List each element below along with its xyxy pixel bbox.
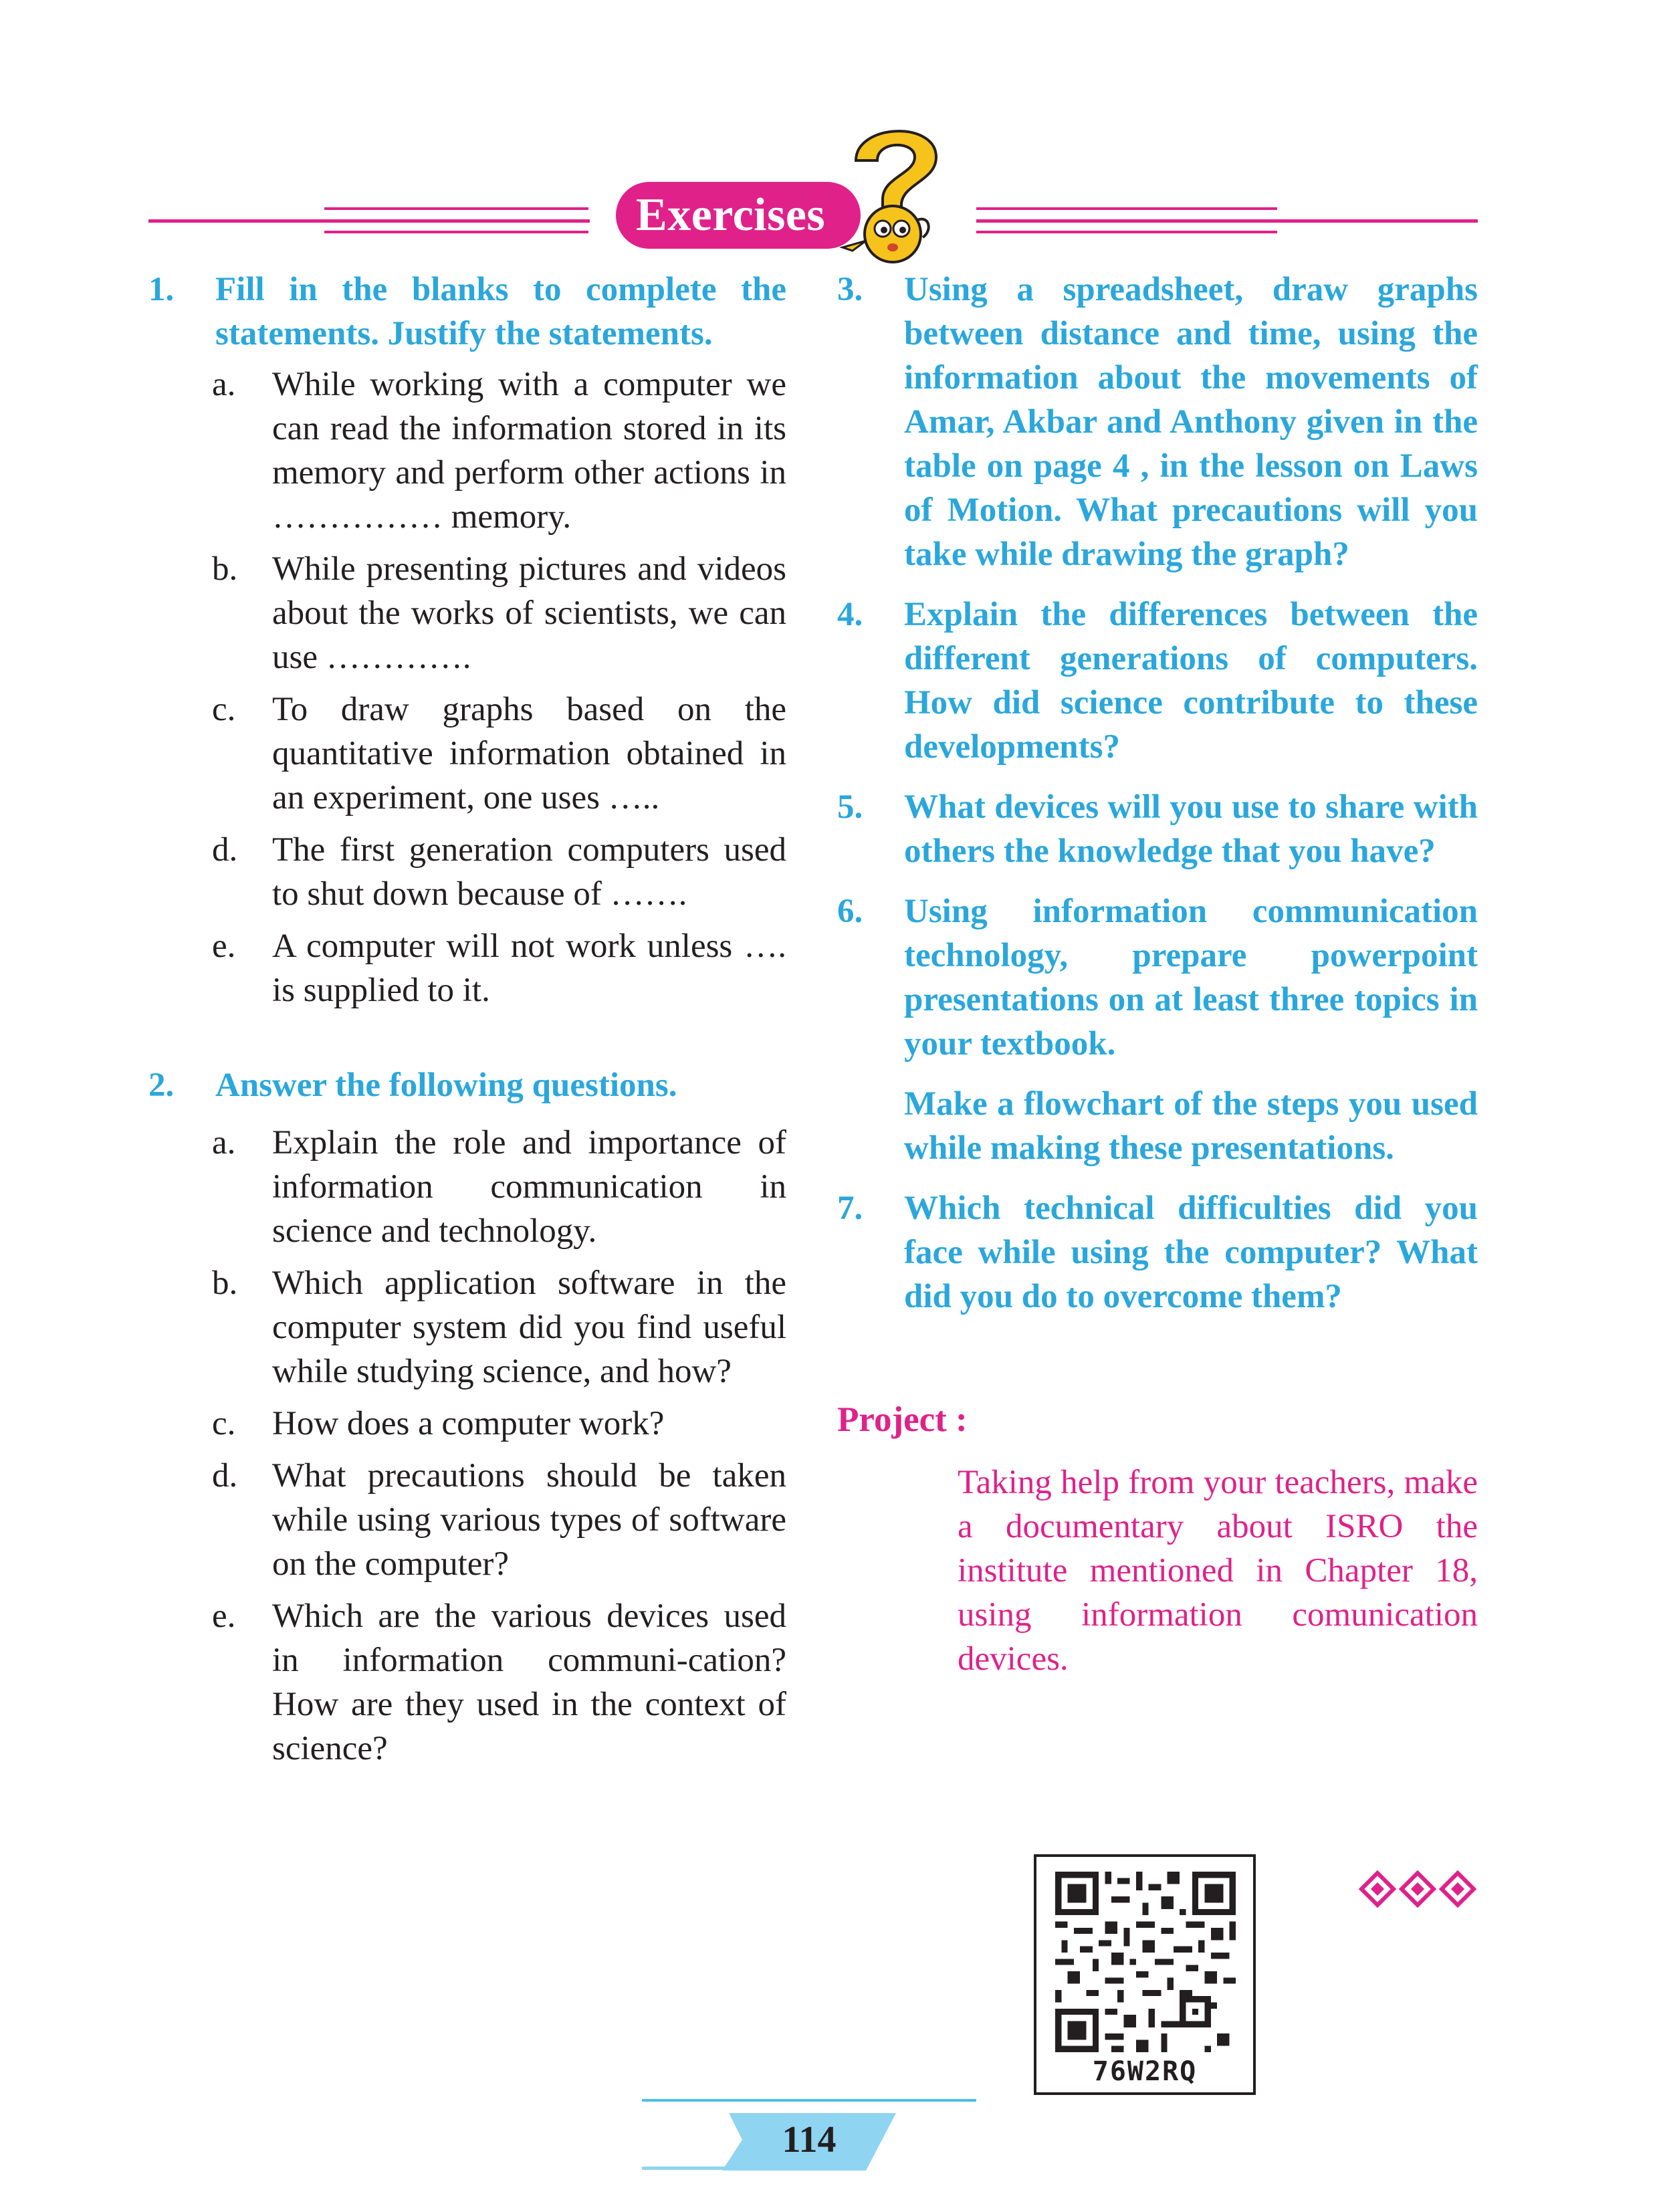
- question-3: [837, 267, 1478, 576]
- exercises-title: Exercises: [636, 189, 826, 241]
- question-text: Answer the following questions.: [215, 1067, 677, 1104]
- item-letter: b.: [212, 550, 238, 588]
- question-text: What devices will you use to share with others the knowledge that you have?: [904, 788, 1478, 870]
- project-title: Project :: [837, 1400, 968, 1439]
- diamond-ornament-icon: [1357, 1869, 1478, 1909]
- header-rule-right-1: [976, 207, 1277, 210]
- page-number: 114: [782, 2119, 837, 2161]
- question-text: Which technical difficulties did you face while using the computer? What did you do to overcome them?: [904, 1190, 1478, 1315]
- item-letter: a.: [212, 366, 236, 403]
- list-item: [148, 1594, 786, 1771]
- question-1: [148, 267, 786, 356]
- item-letter: c.: [212, 691, 236, 728]
- list-item: [148, 828, 786, 916]
- question-mascot-icon: [829, 114, 963, 267]
- question-2: [148, 1063, 786, 1107]
- right-column: [837, 267, 1478, 1681]
- item-letter: c.: [212, 1405, 236, 1442]
- item-text: While presenting pictures and videos about the works of scientists, we can use ………….: [272, 550, 786, 676]
- item-text: To draw graphs based on the quantitative information obtained in an experiment, one uses …..: [272, 691, 786, 816]
- question-number: 1.: [148, 271, 175, 308]
- question-extra-text: Make a flowchart of the steps you used while making these presentations.: [904, 1085, 1478, 1167]
- item-text: A computer will not work unless …. is supplied to it.: [272, 927, 786, 1009]
- exercises-heading: [616, 182, 861, 249]
- question-4: [837, 592, 1478, 769]
- item-text: While working with a computer we can read the information stored in its memory and perform other actions in …………… memory.: [272, 366, 786, 536]
- qr-code-box: [1034, 1854, 1256, 2095]
- item-letter: d.: [212, 831, 238, 869]
- item-text: Which application software in the computer system did you find useful while studying science, and how?: [272, 1264, 786, 1390]
- project-text: Taking help from your teachers, make a documentary about ISRO the institute mentioned in Chapter 18, using information comunication devices.: [958, 1464, 1478, 1678]
- question-number: 4.: [837, 596, 863, 633]
- item-letter: d.: [212, 1457, 238, 1495]
- header-rule-left-1: [324, 207, 588, 210]
- list-item: [148, 547, 786, 679]
- question-number: 7.: [837, 1190, 863, 1227]
- item-letter: a.: [212, 1124, 236, 1162]
- question-number: 5.: [837, 788, 863, 826]
- question-text: Fill in the blanks to complete the statements. Justify the statements.: [215, 271, 786, 352]
- item-text: What precautions should be taken while using various types of software on the computer?: [272, 1457, 786, 1583]
- list-item: [148, 1402, 786, 1446]
- question-7: [837, 1186, 1478, 1319]
- qr-code-icon: [1051, 1872, 1240, 2052]
- list-item: [148, 1261, 786, 1394]
- item-text: How does a computer work?: [272, 1405, 665, 1442]
- list-item: [148, 1121, 786, 1253]
- list-item: [148, 687, 786, 820]
- question-5: [837, 785, 1478, 873]
- list-item: [148, 924, 786, 1012]
- header-rule-left-2: [324, 231, 588, 233]
- item-text: Explain the role and importance of information communication in science and technology.: [272, 1124, 786, 1250]
- question-number: 3.: [837, 271, 863, 308]
- left-column: [148, 267, 786, 1771]
- question-text: Using information communication technology, prepare powerpoint presentations on at least three topics in your textbook.: [904, 893, 1478, 1063]
- question-6: [837, 889, 1478, 1170]
- question-number: 2.: [148, 1067, 175, 1104]
- question-text: Using a spreadsheet, draw graphs between distance and time, using the information about the movements of Amar, Akbar and Anthony given in the table on page 4 , in the lesson on Laws of Motion. What precautions will you take while drawing the graph?: [904, 271, 1478, 573]
- question-number: 6.: [837, 893, 863, 930]
- item-letter: b.: [212, 1264, 238, 1302]
- item-text: Which are the various devices used in information communi-cation? How are they used in the context of science?: [272, 1597, 786, 1767]
- header-rule-right-top: [976, 219, 1478, 223]
- header-rule-left-top: [148, 219, 590, 223]
- item-letter: e.: [212, 1597, 236, 1635]
- footer-line: [642, 2099, 976, 2102]
- qr-code-label: 76W2RQ: [1092, 2056, 1198, 2087]
- item-text: The first generation computers used to shut down because of …….: [272, 831, 786, 913]
- list-item: [148, 362, 786, 539]
- question-text: Explain the differences between the different generations of computers. How did science contribute to these developments?: [904, 596, 1478, 766]
- list-item: [148, 1454, 786, 1586]
- header-rule-right-2: [976, 231, 1277, 233]
- item-letter: e.: [212, 927, 236, 965]
